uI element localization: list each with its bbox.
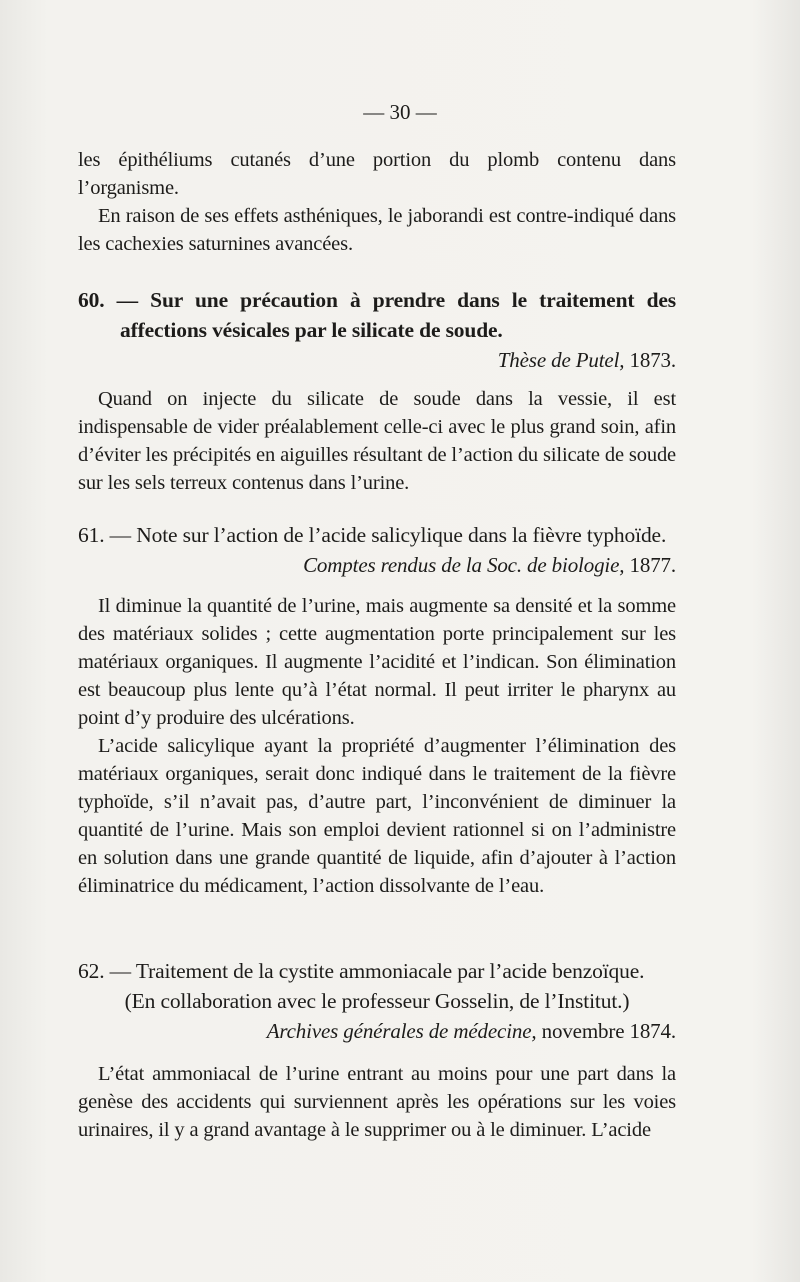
section-62	[78, 956, 676, 1144]
intro-paragraph-2: En raison de ses effets asthéniques, le jaborandi est contre-indiqué dans les cachexies saturnines avancées.	[78, 205, 676, 255]
section-61-source	[78, 550, 676, 580]
section-62-source-year: novembre 1874.	[536, 1019, 676, 1043]
section-61-source-year: 1877.	[624, 553, 676, 577]
section-62-collaboration: (En collaboration avec le professeur Gosselin, de l’Institut.)	[124, 989, 630, 1013]
section-60-source	[78, 345, 676, 375]
section-61-source-title: Comptes rendus de la Soc. de biologie,	[303, 553, 625, 577]
section-62-body: L’état ammoniacal de l’urine entrant au moins pour une part dans la genèse des accidents qui surviennent après les opérations sur les voies urinaires, il y a grand avantage à le supprimer ou à le diminuer. L’acide	[78, 1063, 676, 1141]
intro-block	[78, 146, 676, 258]
section-62-heading: 62. — Traitement de la cystite ammoniacale par l’acide benzoïque.	[78, 959, 645, 983]
section-60-source-year: 1873.	[624, 348, 676, 372]
intro-paragraph-1: les épithéliums cutanés d’une portion du plomb contenu dans l’organisme.	[78, 149, 676, 199]
section-61-heading: 61. — Note sur l’action de l’acide salicylique dans la fièvre typhoïde.	[78, 523, 667, 547]
section-61-paragraph-2: L’acide salicylique ayant la propriété d’augmenter l’élimination des matériaux organiques, serait donc indiqué dans le traitement de la fièvre typhoïde, s’il n’avait pas, d’autre part, l’inconvénient de diminuer la quantité de l’urine. Mais son emploi devient rationnel si on l’administre en solution dans une grande quantité de liquide, afin d’ajouter à l’action éliminatrice du médicament, l’action dissolvante de l’eau.	[78, 735, 676, 897]
section-60-body: Quand on injecte du silicate de soude dans la vessie, il est indispensable de vider préalablement celle-ci avec le plus grand soin, afin d’éviter les précipités en aiguilles résultant de l’action du silicate de soude sur les sels terreux contenus dans l’urine.	[78, 388, 676, 494]
page-number: — 30 —	[363, 100, 437, 124]
section-60	[78, 285, 676, 497]
section-62-source	[78, 1016, 676, 1046]
section-60-heading: 60. — Sur une précaution à prendre dans le traitement des affections vésicales par le silicate de soude.	[78, 288, 676, 342]
section-61	[78, 520, 676, 900]
section-61-paragraph-1: Il diminue la quantité de l’urine, mais augmente sa densité et la somme des matériaux solides ; cette augmentation porte principalement sur les matériaux organiques. Il augmente l’acidité et l’indican. Son élimination est beaucoup plus lente qu’à l’état normal. Il peut irriter le pharynx au point d’y produire des ulcérations.	[78, 595, 676, 729]
section-62-source-title: Archives générales de médecine,	[266, 1019, 537, 1043]
section-60-source-title: Thèse de Putel,	[497, 348, 625, 372]
